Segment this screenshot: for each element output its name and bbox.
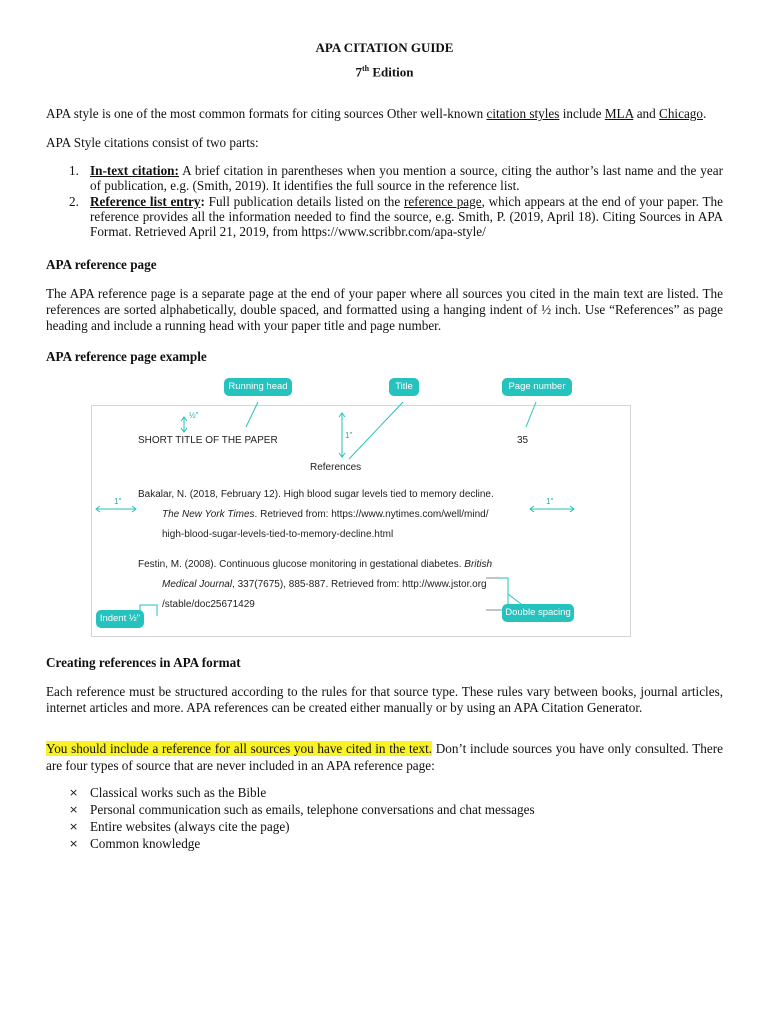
intro-text: . — [702, 106, 707, 122]
creating-paragraph: Each reference must be structured according to the rules for that source type. These rules vary between books, journal articles, internet articles and more. APA references can be created either manually or by using an APA Citation Generator. — [46, 683, 723, 715]
reference-page-link[interactable]: reference page — [403, 193, 482, 209]
include-paragraph — [46, 741, 723, 774]
document-title: APA CITATION GUIDE — [315, 40, 454, 55]
section-heading-example: APA reference page example — [46, 348, 207, 364]
list-item — [46, 784, 723, 801]
chicago-link[interactable]: Chicago — [659, 106, 703, 122]
reference-text: . Retrieved from: https://www.nytimes.com/well/mind/ — [254, 509, 489, 521]
label-colon: : — [200, 193, 205, 209]
list-item — [46, 818, 723, 835]
reference-entry-1-line-1: Bakalar, N. (2018, February 12). High blood sugar levels tied to memory decline. — [138, 489, 494, 501]
mla-link[interactable]: MLA — [604, 106, 634, 122]
edition-suffix: th — [361, 64, 370, 73]
list-text: Classical works such as the Bible — [90, 785, 267, 801]
newspaper-title: The New York Times — [162, 509, 255, 521]
journal-title-part: Medical Journal — [162, 579, 233, 591]
list-text: Personal communication such as emails, telephone conversations and chat messages — [90, 802, 535, 818]
list-text: Entire websites (always cite the page) — [90, 819, 290, 835]
page-number-label: Page number — [502, 378, 572, 396]
x-bullet-icon: × — [69, 786, 79, 800]
x-bullet-icon: × — [69, 837, 79, 851]
reference-entry-2-line-3: /stable/doc25671429 — [162, 599, 255, 611]
edition-word: Edition — [369, 64, 414, 80]
exclusions-list — [46, 784, 723, 852]
reference-text: , 337(7675), 885-887. Retrieved from: http://www.jstor.org — [232, 579, 487, 591]
intro-text: APA style is one of the most common formats for citing sources Other well-known — [46, 106, 487, 122]
list-item — [46, 194, 723, 240]
section-heading-creating: Creating references in APA format — [46, 655, 241, 671]
journal-title-part: British — [464, 559, 493, 571]
citation-styles-link[interactable]: citation styles — [486, 106, 560, 122]
reference-list-entry-label: Reference list entry — [90, 193, 201, 209]
document-page — [46, 36, 723, 852]
include-text: Don’t include sources you have only consulted. There are four types of source that are never included in an APA reference page: — [46, 741, 723, 773]
in-text-citation-label: In-text citation: — [90, 163, 179, 179]
title-label: Title — [389, 378, 419, 396]
list-text: , which appears at the end of your paper. The reference provides all the information needed to find the source, e.g. Smith, P. (2019, April 18). Citing Sources in APA Format. Retrieved April 21, 2019, from https://www.scribbr.com/apa-style/ — [90, 193, 723, 239]
indent-label: Indent ½" — [96, 610, 144, 628]
list-number: 1. — [69, 163, 79, 179]
one-inch-left-margin: 1" — [114, 497, 122, 507]
highlighted-sentence: You should include a reference for all sources you have cited in the text. — [46, 741, 433, 757]
edition-number: 7 — [355, 64, 362, 80]
running-head-label: Running head — [224, 378, 292, 396]
intro-text: and — [633, 106, 660, 122]
intro-paragraph — [46, 106, 723, 122]
citation-parts-list — [46, 163, 723, 239]
one-inch-top-margin: 1" — [345, 431, 353, 441]
intro-text: include — [559, 106, 605, 122]
list-text: Full publication details listed on the — [204, 193, 404, 209]
reference-entry-2-line-2 — [162, 579, 487, 590]
list-item — [46, 835, 723, 852]
reference-page-example-figure — [46, 377, 723, 639]
list-text: Common knowledge — [90, 836, 201, 852]
double-spacing-label: Double spacing — [502, 604, 574, 622]
reference-entry-2-line-1 — [138, 559, 492, 570]
list-item — [46, 801, 723, 818]
two-parts-paragraph: APA Style citations consist of two parts: — [46, 134, 259, 150]
example-page-number: 35 — [517, 435, 529, 447]
list-number: 2. — [69, 193, 79, 209]
short-title-running-head: SHORT TITLE OF THE PAPER — [138, 435, 278, 447]
list-item — [46, 163, 723, 193]
edition-line — [46, 64, 723, 80]
reference-entry-1-line-2 — [162, 509, 489, 520]
section-heading-reference-page: APA reference page — [46, 257, 157, 273]
list-text: A brief citation in parentheses when you mention a source, citing the author’s last name and the year of publication, e.g. (Smith, 2019). It identifies the full source in the reference list. — [90, 163, 723, 194]
x-bullet-icon: × — [69, 820, 79, 834]
references-heading: References — [310, 462, 362, 474]
x-bullet-icon: × — [69, 803, 79, 817]
half-inch-margin: ½" — [189, 411, 199, 421]
reference-page-paragraph: The APA reference page is a separate page at the end of your paper where all sources you cited in the main text are listed. The references are sorted alphabetically, double spaced, and formatted using a hanging indent of ½ inch. Use “References” as page heading and include a running head with your paper title and page number. — [46, 285, 723, 334]
annotation-lines — [46, 377, 723, 639]
reference-text: Festin, M. (2008). Continuous glucose monitoring in gestational diabetes. — [138, 559, 465, 571]
one-inch-right-margin: 1" — [546, 497, 554, 507]
reference-entry-1-line-3: high-blood-sugar-levels-tied-to-memory-decline.html — [162, 529, 394, 541]
